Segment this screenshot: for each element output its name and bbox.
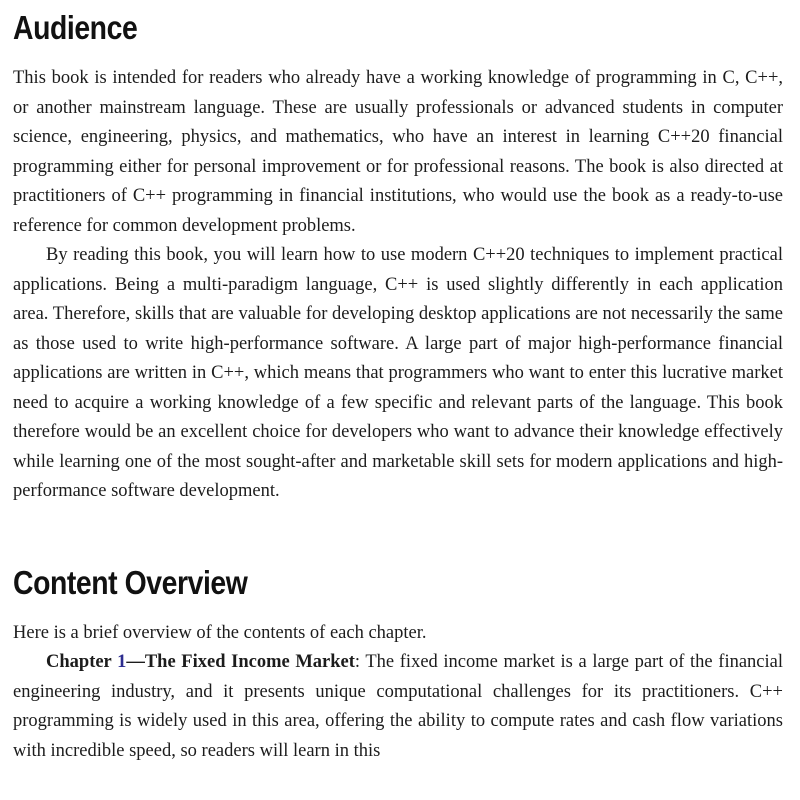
audience-paragraph-2: By reading this book, you will learn how to use modern C++20 techniques to implement practical applications. Being a multi-paradigm language, C++ is used slightly differently in each application area. Therefore, skills that are valuable for developing desktop applications are not necessarily the same as those used to write high-performance software. A large part of major high-performance financial applications are written in C++, which means that programmers who want to enter this lucrative market need to acquire a working knowledge of a few specific and relevant parts of the language. This book therefore would be an excellent choice for developers who want to advance their knowledge effectively while learning one of the most sought-after and marketable skill sets for modern applications and high-performance software development. xyxy=(13,245,783,501)
chapter-1-prefix: Chapter xyxy=(46,652,118,672)
chapter-1-title xyxy=(46,652,355,672)
content-overview-heading: Content Overview xyxy=(13,563,248,601)
chapter-1-number-link[interactable]: 1 xyxy=(117,652,127,672)
audience-heading: Audience xyxy=(13,9,138,46)
chapter-1-entry xyxy=(13,648,783,766)
audience-paragraph-1: This book is intended for readers who already have a working knowledge of programming in C, C++, or another mainstream language. These are usually professionals or advanced students in computer science, engineering, physics, and mathematics, who have an interest in learning C++20 financial programming either for personal improvement or for professional reasons. The book is also directed at practitioners of C++ programming in financial institutions, who would use the book as a ready-to-use reference for common development problems. xyxy=(13,68,783,236)
content-overview-intro: Here is a brief overview of the contents of each chapter. xyxy=(13,622,427,643)
chapter-1-description: : The fixed income market is a large part of the financial engineering industry, and it presents unique computational challenges for its practitioners. C++ programming is widely used in this area, offering the ability to compute rates and cash flow variations with incredible speed, so readers will learn in this xyxy=(13,652,783,761)
document-page xyxy=(13,0,783,766)
chapter-1-title-text: —The Fixed Income Market xyxy=(126,652,355,672)
